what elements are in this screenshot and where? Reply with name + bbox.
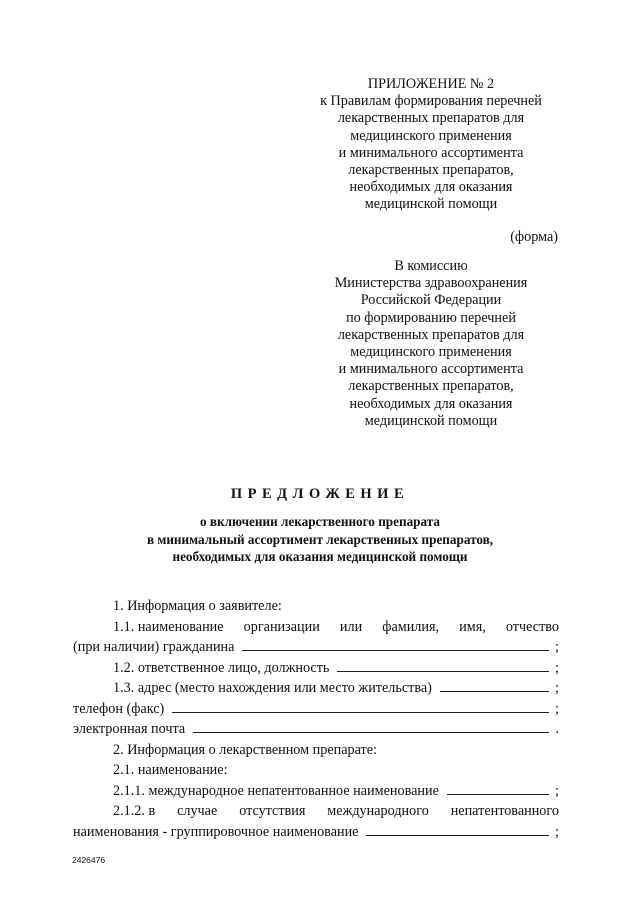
proposal-heading [0, 486, 640, 566]
word: имя, [459, 618, 486, 635]
word: 2.1.2. в [113, 803, 156, 819]
field-group-name-line1 [73, 801, 559, 822]
word: международного [327, 803, 429, 819]
field-email [73, 719, 559, 740]
section-applicant-heading [73, 596, 559, 617]
appendix-line: медицинского применения [350, 127, 512, 144]
fill-line-org-name[interactable] [242, 638, 549, 651]
punctuation: . [555, 721, 559, 737]
word: непатентованного [450, 803, 559, 819]
form-body [73, 596, 559, 842]
field-group-name-line2 [73, 822, 559, 843]
word: фамилия, [382, 618, 440, 635]
appendix-line: к Правилам формирования перечней [320, 93, 542, 110]
field-inn [73, 781, 559, 802]
appendix-line: ПРИЛОЖЕНИЕ № 2 [367, 76, 495, 92]
appendix-line: лекарственных препаратов, [348, 162, 514, 179]
punctuation: ; [555, 700, 559, 717]
field-org-name-line1 [73, 617, 559, 638]
field-label: наименования - группировочное наименование [73, 823, 359, 840]
field-responsible-person [73, 658, 559, 679]
word: отчество [505, 618, 559, 635]
document-title: ПРЕДЛОЖЕНИЕ [230, 486, 410, 502]
field-label: (при наличии) гражданина [73, 639, 235, 655]
fill-line-inn[interactable] [447, 782, 549, 795]
commission-line: по формированию перечней [346, 309, 516, 326]
commission-line: Министерства здравоохранения [334, 275, 528, 292]
commission-line: необходимых для оказания [349, 395, 513, 412]
word: организации [243, 618, 320, 635]
section-drug-heading [73, 740, 559, 761]
field-label: 1.3. адрес (место нахождения или место жительства) [113, 680, 432, 696]
field-phone [73, 699, 559, 720]
punctuation: ; [555, 782, 559, 799]
field-label: электронная почта [73, 721, 186, 737]
commission-addressee [300, 258, 562, 430]
commission-line: медицинской помощи [364, 412, 498, 429]
subtitle-line: в минимальный ассортимент лекарственных препаратов, [146, 531, 494, 547]
appendix-line: лекарственных препаратов для [337, 110, 525, 127]
field-address [73, 678, 559, 699]
fill-line-email[interactable] [193, 720, 549, 733]
commission-line: и минимального ассортимента [338, 361, 524, 378]
subsection-name-heading [73, 760, 559, 781]
field-label: 2.1.1. международное непатентованное наименование [113, 782, 439, 799]
section-label: 2. Информация о лекарственном препарате: [113, 741, 377, 758]
subtitle-line: о включении лекарственного препарата [200, 514, 440, 529]
commission-line: медицинского применения [350, 344, 512, 361]
section-label: 2.1. наименование: [113, 762, 228, 778]
fill-line-address[interactable] [440, 679, 549, 692]
appendix-line: медицинской помощи [364, 196, 498, 213]
commission-line: В комиссию [394, 258, 468, 274]
field-label: 1.2. ответственное лицо, должность [113, 659, 330, 676]
section-label: 1. Информация о заявителе: [113, 598, 282, 614]
fill-line-phone[interactable] [172, 700, 549, 713]
word: или [339, 618, 363, 635]
word: отсутствия [239, 803, 306, 819]
word: 1.1. наименование [113, 618, 224, 635]
word: случае [177, 803, 218, 819]
subtitle-line: необходимых для оказания медицинской помощи [172, 549, 468, 564]
commission-line: лекарственных препаратов для [337, 326, 525, 343]
document-id: 2426476 [72, 855, 106, 865]
punctuation: ; [555, 659, 559, 676]
field-label: телефон (факс) [73, 700, 165, 717]
field-org-name-line2 [73, 637, 559, 658]
appendix-line: необходимых для оказания [349, 179, 513, 196]
fill-line-group-name[interactable] [366, 823, 549, 836]
commission-line: Российской Федерации [360, 292, 502, 309]
appendix-line: и минимального ассортимента [338, 144, 524, 161]
commission-line: лекарственных препаратов, [348, 378, 514, 395]
punctuation: ; [555, 823, 559, 840]
fill-line-responsible[interactable] [337, 659, 549, 672]
form-label: (форма) [510, 229, 558, 245]
punctuation: ; [555, 680, 559, 696]
appendix-header [300, 76, 562, 214]
punctuation: ; [555, 639, 559, 655]
